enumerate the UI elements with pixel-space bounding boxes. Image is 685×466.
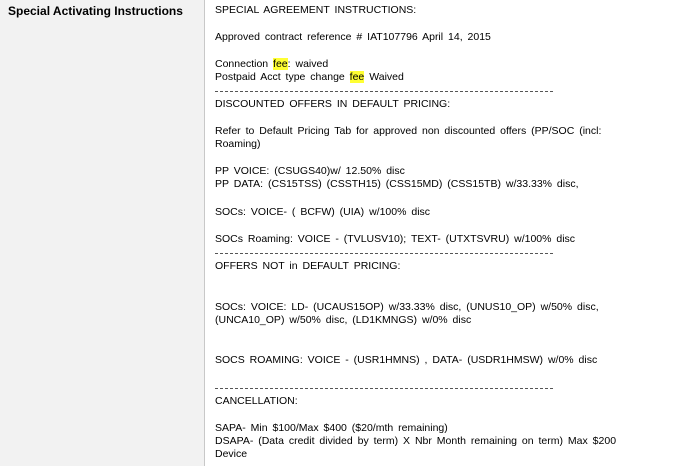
socs-roaming-line: SOCs Roaming: VOICE - (TVLUSV10); TEXT- (UTXTSVRU) w/100% disc xyxy=(215,233,576,245)
dashed-separator-2 xyxy=(215,253,553,254)
heading-offers-not-default: OFFERS NOT in DEFAULT PRICING: xyxy=(215,260,401,272)
socs-voice-ld-line: SOCs: VOICE: LD- (UCAUS15OP) w/33.33% disc, (UNUS10_OP) w/50% disc, (UNCA10_OP) w/50% disc, (LD1KMNGS) w/0% disc xyxy=(215,301,599,326)
pp-voice-line: PP VOICE: (CSUGS40)w/ 12.50% disc xyxy=(215,165,405,177)
pp-data-line: PP DATA: (CS15TSS) (CSSTH15) (CSS15MD) (CSS15TB) w/33.33% disc, xyxy=(215,178,579,190)
postpaid-fee-line xyxy=(215,71,404,84)
contract-reference: Approved contract reference # IAT107796 April 14, 2015 xyxy=(215,31,491,43)
field-label: Special Activating Instructions xyxy=(8,4,183,18)
dashed-separator-1 xyxy=(215,91,553,92)
heading-special-agreement: SPECIAL AGREEMENT INSTRUCTIONS: xyxy=(215,4,417,16)
dsapa-line: DSAPA- (Data credit divided by term) X Nbr Month remaining on term) Max $200 Device xyxy=(215,435,617,460)
postpaid-waived: Waived xyxy=(369,71,404,83)
refer-default-pricing: Refer to Default Pricing Tab for approved non discounted offers (PP/SOC (incl: Roaming) xyxy=(215,125,602,150)
column-divider xyxy=(204,0,205,466)
socs-voice-line: SOCs: VOICE- ( BCFW) (UIA) w/100% disc xyxy=(215,206,431,218)
connection-fee-highlight: fee xyxy=(273,58,288,70)
connection-text: Connection xyxy=(215,58,269,70)
heading-cancellation: CANCELLATION: xyxy=(215,395,298,407)
dashed-separator-3 xyxy=(215,388,553,389)
postpaid-text: Postpaid Acct type change xyxy=(215,71,345,83)
field-label-column xyxy=(0,0,204,466)
postpaid-fee-highlight: fee xyxy=(349,71,365,83)
socs-roaming-2-line: SOCS ROAMING: VOICE - (USR1HMNS) , DATA- (USDR1HMSW) w/0% disc xyxy=(215,354,598,366)
heading-discounted-offers: DISCOUNTED OFFERS IN DEFAULT PRICING: xyxy=(215,98,451,110)
connection-waived: : waived xyxy=(287,58,329,70)
connection-fee-line xyxy=(215,58,328,71)
sapa-line: SAPA- Min $100/Max $400 ($20/mth remaining) xyxy=(215,422,448,434)
